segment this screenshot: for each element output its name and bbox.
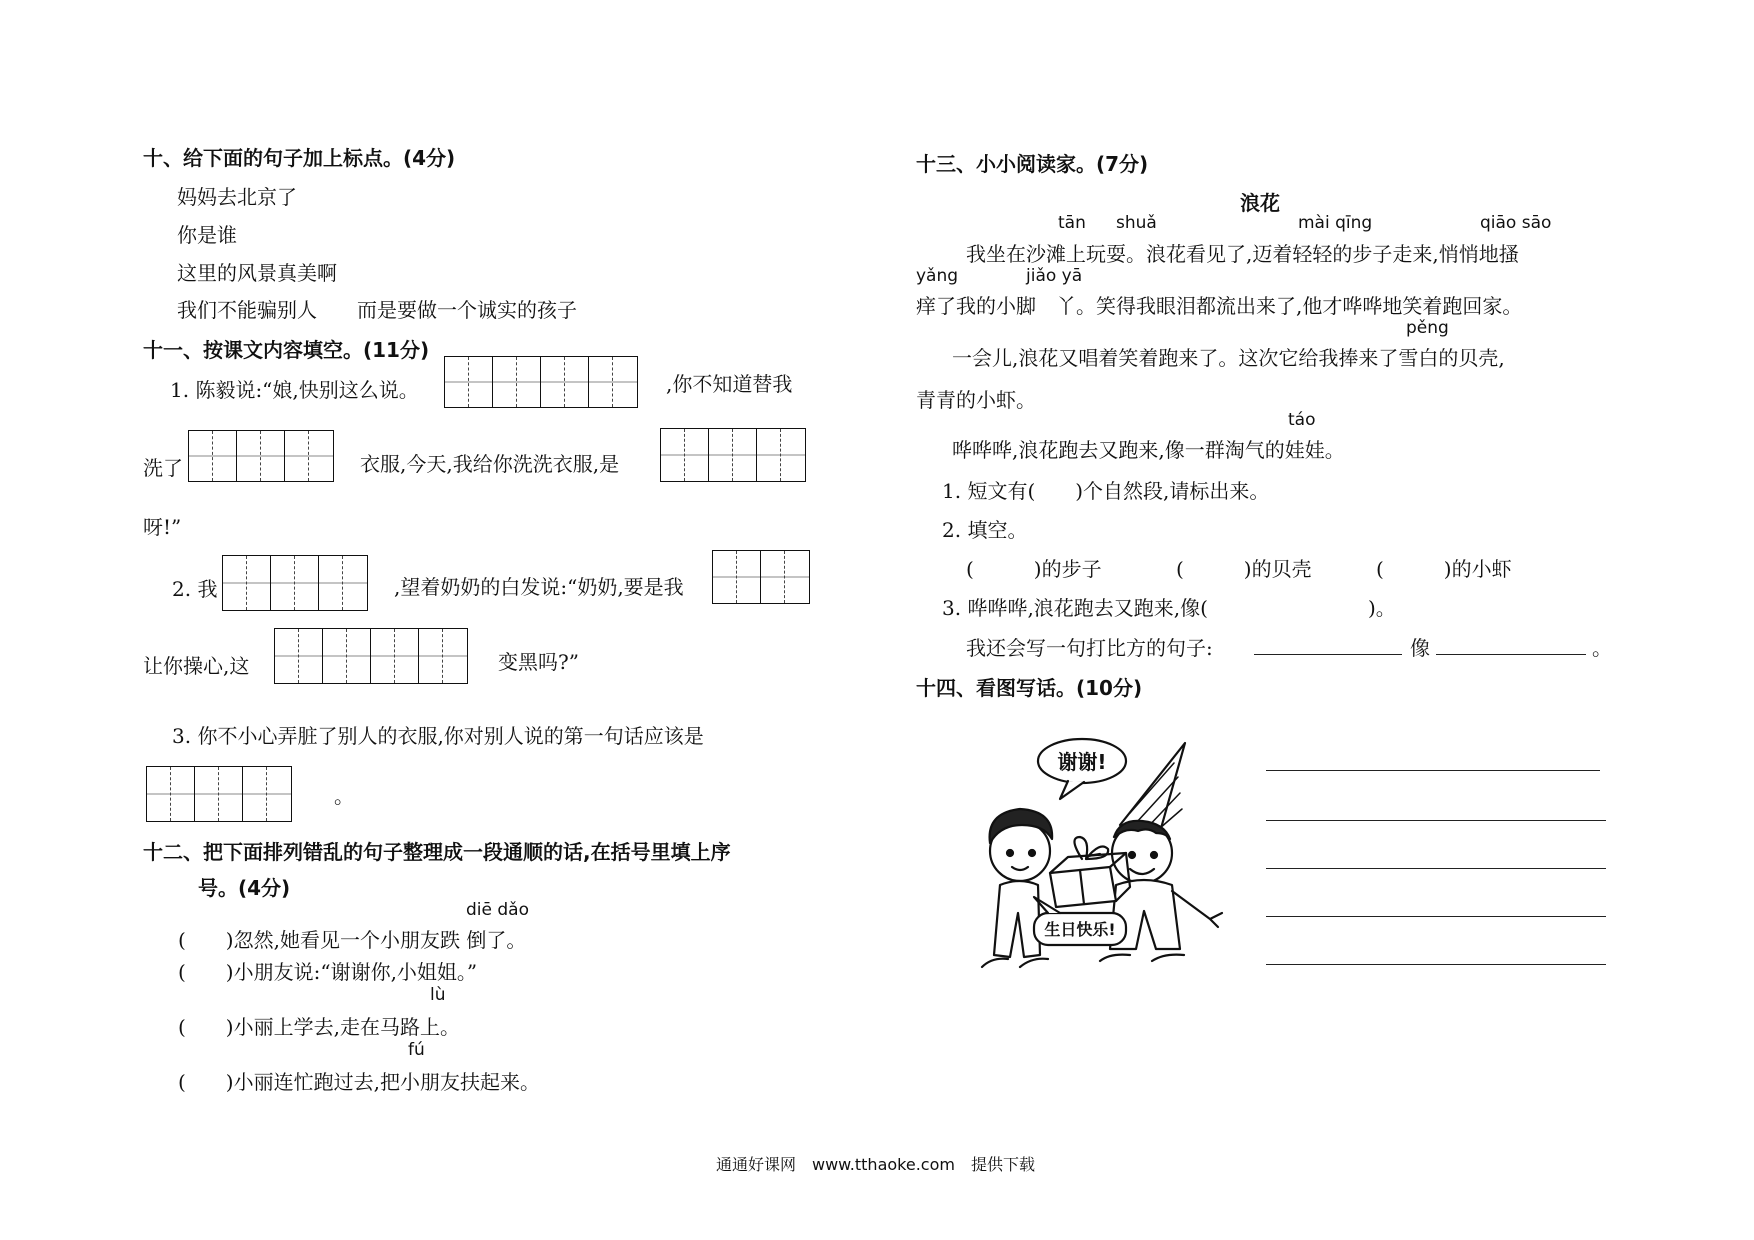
- blank-line-simile-2[interactable]: [1436, 654, 1586, 655]
- s12-pinyin-1: diē dǎo: [466, 900, 529, 920]
- s13-q3: 3. 哗哗哗,浪花跑去又跑来,像( )。: [942, 596, 1396, 620]
- s13-q2: 2. 填空。: [942, 518, 1028, 542]
- s12-pinyin-2: lù: [430, 985, 446, 1005]
- pinyin-tan: tān: [1058, 213, 1086, 233]
- writing-line-4[interactable]: [1266, 916, 1606, 917]
- s13-q3-prompt: 我还会写一句打比方的句子:: [966, 636, 1213, 660]
- s12-item-4[interactable]: ( )小丽连忙跑过去,把小朋友扶起来。: [178, 1070, 540, 1094]
- pinyin-shua: shuǎ: [1116, 213, 1157, 233]
- writing-line-3[interactable]: [1266, 868, 1606, 869]
- pinyin-qiaosao: qiāo sāo: [1480, 213, 1552, 233]
- s11-q2-text-b: ,望着奶奶的白发说:“奶奶,要是我: [394, 575, 684, 599]
- s10-sentence-4: 我们不能骗别人 而是要做一个诚实的孩子: [177, 298, 577, 322]
- writing-line-2[interactable]: [1266, 820, 1606, 821]
- s11-q1-text-a: 1. 陈毅说:“娘,快别这么说。: [170, 378, 419, 402]
- pinyin-peng: pěng: [1406, 318, 1449, 338]
- s12-pinyin-3: fú: [408, 1040, 425, 1060]
- writing-line-1[interactable]: [1266, 770, 1600, 771]
- article-p1-line1: 我坐在沙滩上玩耍。浪花看见了,迈着轻轻的步子走来,悄悄地搔: [966, 242, 1519, 266]
- s11-q1-text-e: 呀!”: [143, 515, 182, 539]
- s11-q1-text-b: ,你不知道替我: [666, 372, 793, 396]
- bubble-thanks: 谢谢!: [1057, 750, 1107, 774]
- s13-q2-blank-2[interactable]: ( )的贝壳: [1176, 557, 1312, 581]
- article-p1-line2: 痒了我的小脚 丫。笑得我眼泪都流出来了,他才哗哗地笑着跑回家。: [916, 294, 1523, 318]
- s10-sentence-3: 这里的风景真美啊: [177, 261, 337, 285]
- pinyin-jiaoya: jiǎo yā: [1026, 266, 1083, 286]
- s13-q3-xiang: 像: [1410, 636, 1430, 660]
- s11-q1-text-d: 衣服,今天,我给你洗洗衣服,是: [360, 452, 620, 476]
- s12-item-3[interactable]: ( )小丽上学去,走在马路上。: [178, 1015, 460, 1039]
- s13-q2-blank-1[interactable]: ( )的步子: [966, 557, 1102, 581]
- answer-grid-q2-2[interactable]: [712, 550, 810, 604]
- birthday-gift-illustration: [960, 735, 1240, 970]
- section-11-title: 十一、按课文内容填空。(11分): [143, 338, 430, 362]
- pinyin-tao: táo: [1288, 410, 1316, 430]
- s12-item-2[interactable]: ( )小朋友说:“谢谢你,小姐姐。”: [178, 960, 478, 984]
- section-12-title-cont: 号。(4分): [198, 876, 291, 900]
- section-10-title: 十、给下面的句子加上标点。(4分): [143, 146, 456, 170]
- answer-grid-q3[interactable]: [146, 766, 292, 822]
- answer-grid-q1-3[interactable]: [660, 428, 806, 482]
- bubble-birthday: 生日快乐!: [1044, 920, 1116, 939]
- s13-q3-period: 。: [1592, 636, 1612, 660]
- s13-q2-blank-3[interactable]: ( )的小虾: [1376, 557, 1512, 581]
- s11-q3-text-a: 3. 你不小心弄脏了别人的衣服,你对别人说的第一句话应该是: [172, 724, 704, 748]
- blank-line-simile-1[interactable]: [1254, 654, 1402, 655]
- answer-grid-q2-3[interactable]: [274, 628, 468, 684]
- s11-q1-text-c: 洗了: [143, 456, 183, 480]
- s10-sentence-2: 你是谁: [177, 223, 237, 247]
- article-p2-line2: 青青的小虾。: [916, 388, 1036, 412]
- answer-grid-q1-2[interactable]: [188, 430, 334, 482]
- article-p3: 哗哗哗,浪花跑去又跑来,像一群淘气的娃娃。: [952, 438, 1345, 462]
- footer-source: 通通好课网 www.tthaoke.com 提供下载: [716, 1155, 1035, 1174]
- s11-q2-text-d: 变黑吗?”: [498, 650, 579, 674]
- answer-grid-q1-1[interactable]: [444, 356, 638, 408]
- pinyin-yang: yǎng: [916, 266, 959, 286]
- answer-grid-q2-1[interactable]: [222, 555, 368, 611]
- section-12-title: 十二、把下面排列错乱的句子整理成一段通顺的话,在括号里填上序: [143, 840, 731, 864]
- writing-line-5[interactable]: [1266, 964, 1606, 965]
- section-13-title: 十三、小小阅读家。(7分): [916, 152, 1149, 176]
- section-14-title: 十四、看图写话。(10分): [916, 676, 1143, 700]
- article-p2-line1: 一会儿,浪花又唱着笑着跑来了。这次它给我捧来了雪白的贝壳,: [952, 346, 1505, 370]
- s12-item-1[interactable]: ( )忽然,她看见一个小朋友跌 倒了。: [178, 928, 527, 952]
- s11-q3-text-b: 。: [334, 784, 354, 808]
- s11-q2-text-c: 让你操心,这: [143, 654, 250, 678]
- s11-q2-text-a: 2. 我: [172, 577, 218, 601]
- s13-q1: 1. 短文有( )个自然段,请标出来。: [942, 479, 1270, 503]
- pinyin-maiqing: mài qīng: [1298, 213, 1373, 233]
- s10-sentence-1: 妈妈去北京了: [177, 185, 297, 209]
- article-title: 浪花: [1240, 191, 1280, 215]
